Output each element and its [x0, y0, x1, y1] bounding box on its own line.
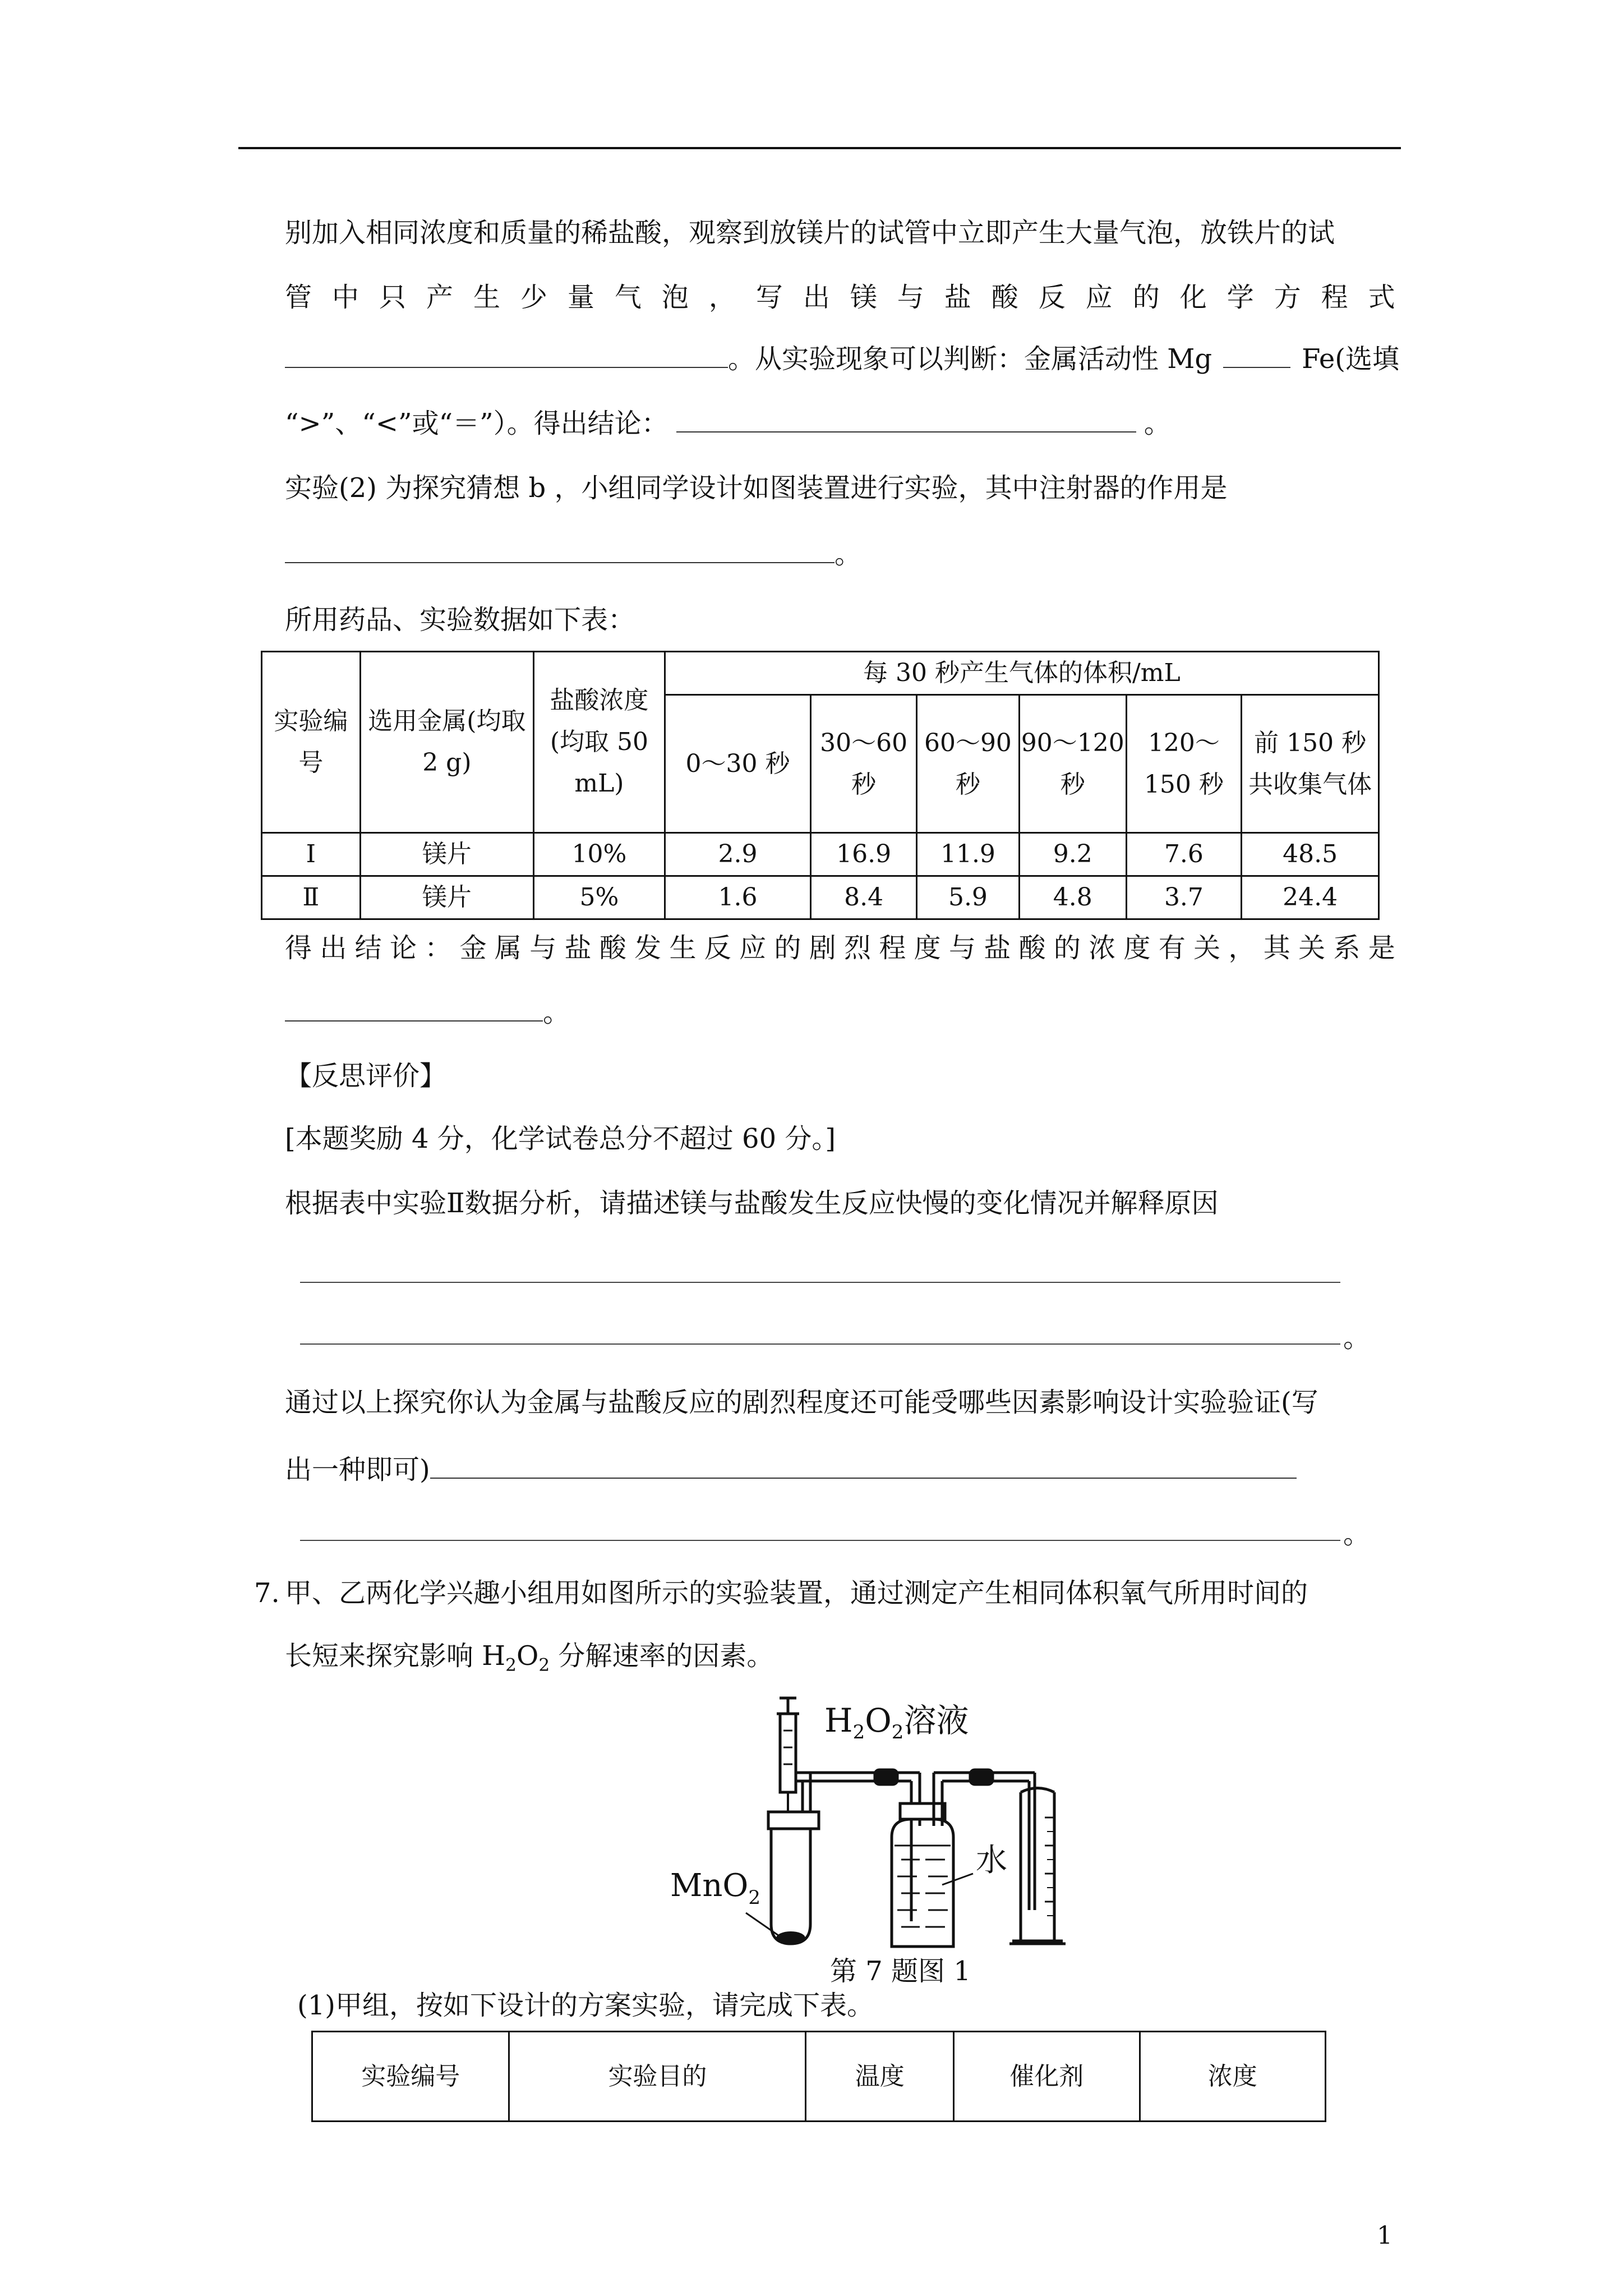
word: 学	[1227, 282, 1254, 313]
answer-line-1[interactable]	[300, 1282, 1340, 1283]
word: 气	[614, 282, 642, 313]
word: ：	[425, 932, 452, 964]
word: 剧	[809, 932, 836, 964]
word: 只	[379, 282, 406, 313]
text-line-11: [本题奖励 4 分，化学试卷总分不超过 60 分。]	[285, 1123, 836, 1154]
answer-blank-conclusion[interactable]	[676, 409, 1136, 432]
period: 。	[1343, 1519, 1371, 1550]
table-row: Ⅰ 镁片 10% 2.9 16.9 11.9 9.2 7.6 48.5	[262, 833, 1379, 876]
word: 中	[331, 282, 359, 313]
catalyst-powder	[776, 1931, 805, 1945]
svg-text:MnO2: MnO$_2$	[670, 1867, 760, 1909]
word: 与	[529, 932, 557, 964]
word: 金	[459, 932, 487, 964]
apparatus-diagram	[670, 1691, 1119, 1955]
word: 关	[1298, 932, 1326, 964]
apparatus-figure	[670, 1691, 1119, 1955]
word: 产	[426, 282, 453, 313]
header-exp-id: 实验编号	[312, 2032, 509, 2122]
word: 与	[948, 932, 976, 964]
word: 结	[354, 932, 382, 964]
text-line-15: 出一种即可)	[285, 1453, 1297, 1487]
header-volume-group: 每 30 秒产生气体的体积/mL	[665, 652, 1378, 695]
header-time-3: 60～90 秒	[917, 695, 1020, 833]
text-line-9: 。	[285, 996, 570, 1029]
word: 系	[1333, 932, 1361, 964]
answer-blank-syringe[interactable]	[285, 540, 834, 563]
svg-text:H2O2溶液: $H_2O_2$溶液	[824, 1701, 969, 1743]
svg-text:水: 水	[976, 1842, 1007, 1879]
text-line-1: 别加入相同浓度和质量的稀盐酸，观察到放镁片的试管中立即产生大量气泡，放铁片的试	[285, 217, 1335, 249]
data-table-metals	[261, 651, 1380, 920]
question-7-line-1: 甲、乙两化学兴趣小组用如图所示的实验装置，通过测定产生相同体积氧气所用时间的	[285, 1577, 1308, 1609]
word: 浓	[1089, 932, 1116, 964]
word: ，	[708, 282, 736, 313]
word: 应	[739, 932, 767, 964]
text-line-3: 。从实验现象可以判断：金属活动性 Mg Fe(选填	[285, 342, 1399, 376]
header-purpose: 实验目的	[509, 2032, 806, 2122]
word: 化	[1179, 282, 1207, 313]
figure-caption: 第 7 题图 1	[830, 1955, 971, 1987]
word: 生	[669, 932, 697, 964]
question-number: 7.	[254, 1577, 280, 1609]
word: 盐	[984, 932, 1011, 964]
word: 发	[634, 932, 662, 964]
header-concentration: 盐酸浓度(均取 50 mL)	[534, 652, 665, 833]
word: 镁	[850, 282, 877, 313]
word: 反	[1038, 282, 1066, 313]
word: 生	[473, 282, 500, 313]
word: 写	[755, 282, 783, 313]
word: 少	[520, 282, 547, 313]
text-line-4: “>”、“<”或“＝”）。得出结论： 。	[285, 408, 1171, 439]
word: 泡	[661, 282, 689, 313]
text-line-5: 实验(2) 为探究猜想 b ，小组同学设计如图装置进行实验，其中注射器的作用是	[285, 472, 1228, 504]
header-time-1: 0～30 秒	[665, 695, 811, 833]
word: 程	[879, 932, 906, 964]
word: 得	[285, 932, 312, 964]
word: 其	[1263, 932, 1290, 964]
word: 的	[1053, 932, 1081, 964]
word: 盐	[564, 932, 592, 964]
table-row: Ⅱ 镁片 5% 1.6 8.4 5.9 4.8 3.7 24.4	[262, 876, 1379, 919]
text-line-7: 所用药品、实验数据如下表：	[285, 604, 635, 636]
word: 出	[803, 282, 830, 313]
word: 盐	[944, 282, 971, 313]
word: 反	[704, 932, 731, 964]
answer-line-3[interactable]	[300, 1540, 1340, 1541]
word: 烈	[844, 932, 872, 964]
header-temperature: 温度	[806, 2032, 954, 2122]
text-line-2	[285, 280, 1395, 314]
data-table-plan	[311, 2031, 1326, 2122]
word: 论	[389, 932, 417, 964]
word: 应	[1085, 282, 1113, 313]
word: 属	[494, 932, 522, 964]
header-exp-id: 实验编号	[262, 652, 361, 833]
text-line-12: 根据表中实验Ⅱ数据分析，请描述镁与盐酸发生反应快慢的变化情况并解释原因	[285, 1188, 1219, 1219]
question-7-line-2: 长短来探究影响 $H_2O_2$ 分解速率的因素。	[285, 1640, 774, 1676]
header-catalyst: 催化剂	[954, 2032, 1140, 2122]
answer-blank-factor[interactable]	[430, 1455, 1297, 1479]
text-line-14: 通过以上探究你认为金属与盐酸反应的剧烈程度还可能受哪些因素影响设计实验验证(写	[285, 1387, 1318, 1418]
word: 度	[1123, 932, 1151, 964]
text-line-6: 。	[285, 537, 861, 571]
word: ，	[1228, 932, 1256, 964]
header-time-5: 120～150 秒	[1126, 695, 1242, 833]
word: 与	[897, 282, 924, 313]
word: 管	[285, 282, 312, 313]
section-heading-reflection: 【反思评价】	[285, 1060, 447, 1092]
word: 酸	[599, 932, 626, 964]
word: 关	[1193, 932, 1221, 964]
answer-blank-relation[interactable]	[285, 998, 543, 1022]
word: 出	[320, 932, 347, 964]
word: 方	[1274, 282, 1301, 313]
word: 程	[1321, 282, 1348, 313]
page-number: 1	[1377, 2221, 1393, 2250]
period: 。	[1343, 1322, 1371, 1354]
word: 酸	[991, 282, 1018, 313]
answer-blank-equation[interactable]	[285, 344, 728, 368]
word: 有	[1158, 932, 1186, 964]
word: 的	[1132, 282, 1160, 313]
header-metal: 选用金属(均取 2 g)	[360, 652, 533, 833]
answer-blank-activity[interactable]	[1223, 344, 1290, 368]
question-7-part-1: (1)甲组，按如下设计的方案实验，请完成下表。	[297, 1990, 874, 2021]
header-time-2: 30～60 秒	[811, 695, 917, 833]
answer-line-2[interactable]	[300, 1343, 1340, 1345]
header-concentration: 浓度	[1140, 2032, 1325, 2122]
word: 是	[1368, 932, 1395, 964]
header-rule	[238, 147, 1401, 149]
text-line-8	[285, 931, 1395, 965]
header-time-4: 90～120 秒	[1019, 695, 1126, 833]
word: 酸	[1018, 932, 1046, 964]
word: 的	[774, 932, 801, 964]
word: 度	[914, 932, 941, 964]
header-total: 前 150 秒共收集气体	[1242, 695, 1379, 833]
word: 量	[567, 282, 594, 313]
word: 式	[1368, 282, 1395, 313]
